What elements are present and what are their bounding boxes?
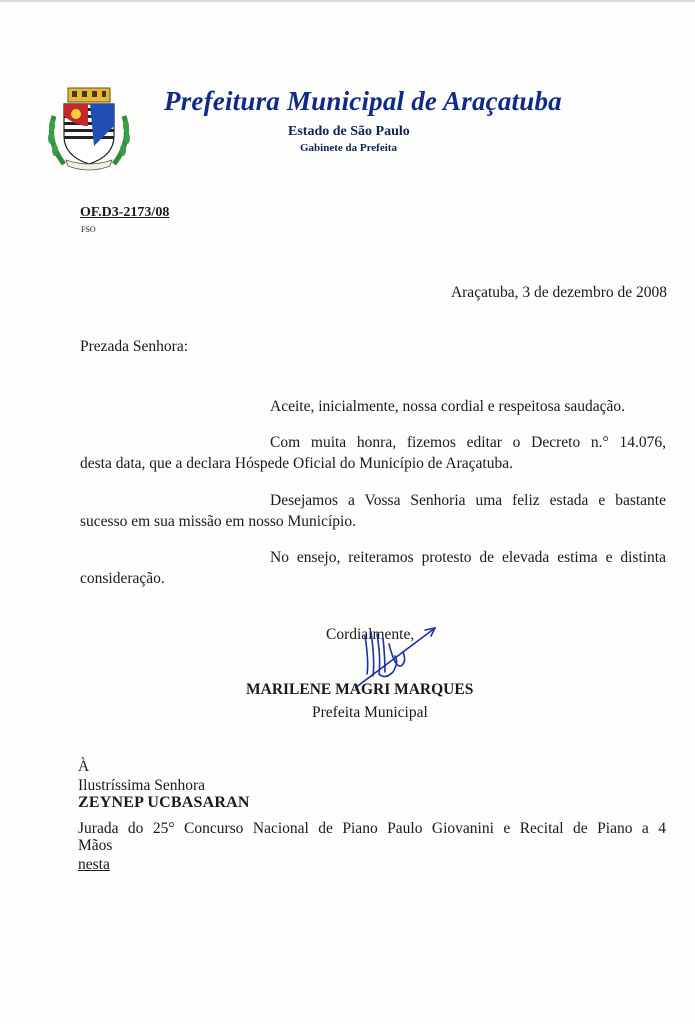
recipient-title: Ilustríssima Senhora [78,777,205,794]
municipal-coat-of-arms-icon [44,86,134,176]
recipient-description: Jurada do 25° Concurso Nacional de Piano Paulo Giovanini e Recital de Piano a 4 [78,820,666,837]
reference-initials: FSO [81,225,96,234]
recipient-description-continued: Mãos [78,837,113,854]
signer-role: Prefeita Municipal [312,704,428,721]
scan-top-edge [0,0,695,2]
closing: Cordialmente, [326,626,415,643]
recipient-location: nesta [78,856,110,873]
paragraph-regards [80,547,666,589]
paragraph-line: Aceite, inicialmente, nossa cordial e respeitosa saudação. [270,398,626,415]
signer-name: MARILENE MAGRI MARQUES [246,681,474,698]
paragraph-line: sucesso em sua missão em nosso Município. [80,513,356,530]
paragraph-line: No ensejo, reiteramos protesto de elevada estima e distinta [270,549,666,566]
paragraph-decree [80,432,666,474]
paragraph-wishes [80,490,666,532]
recipient-name: ZEYNEP UCBASARAN [78,794,250,811]
paragraph-greeting [80,396,666,417]
recipient-prefix: À [78,758,90,775]
reference-code: OF.D3-2173/08 [80,205,170,220]
salutation: Prezada Senhora: [80,338,189,355]
paragraph-line: consideração. [80,570,165,587]
dateline: Araçatuba, 3 de dezembro de 2008 [450,284,667,301]
paragraph-line: Desejamos a Vossa Senhoria uma feliz estada e bastante [270,492,666,509]
letterhead-state: Estado de São Paulo [288,124,410,139]
letterhead-title: Prefeitura Municipal de Araçatuba [164,86,562,116]
letterhead-cabinet: Gabinete da Prefeita [300,142,397,154]
paragraph-line: desta data, que a declara Hóspede Oficial do Município de Araçatuba. [80,455,513,472]
paragraph-line: Com muita honra, fizemos editar o Decreto n.° 14.076, [270,434,666,451]
handwritten-signature [355,622,440,690]
